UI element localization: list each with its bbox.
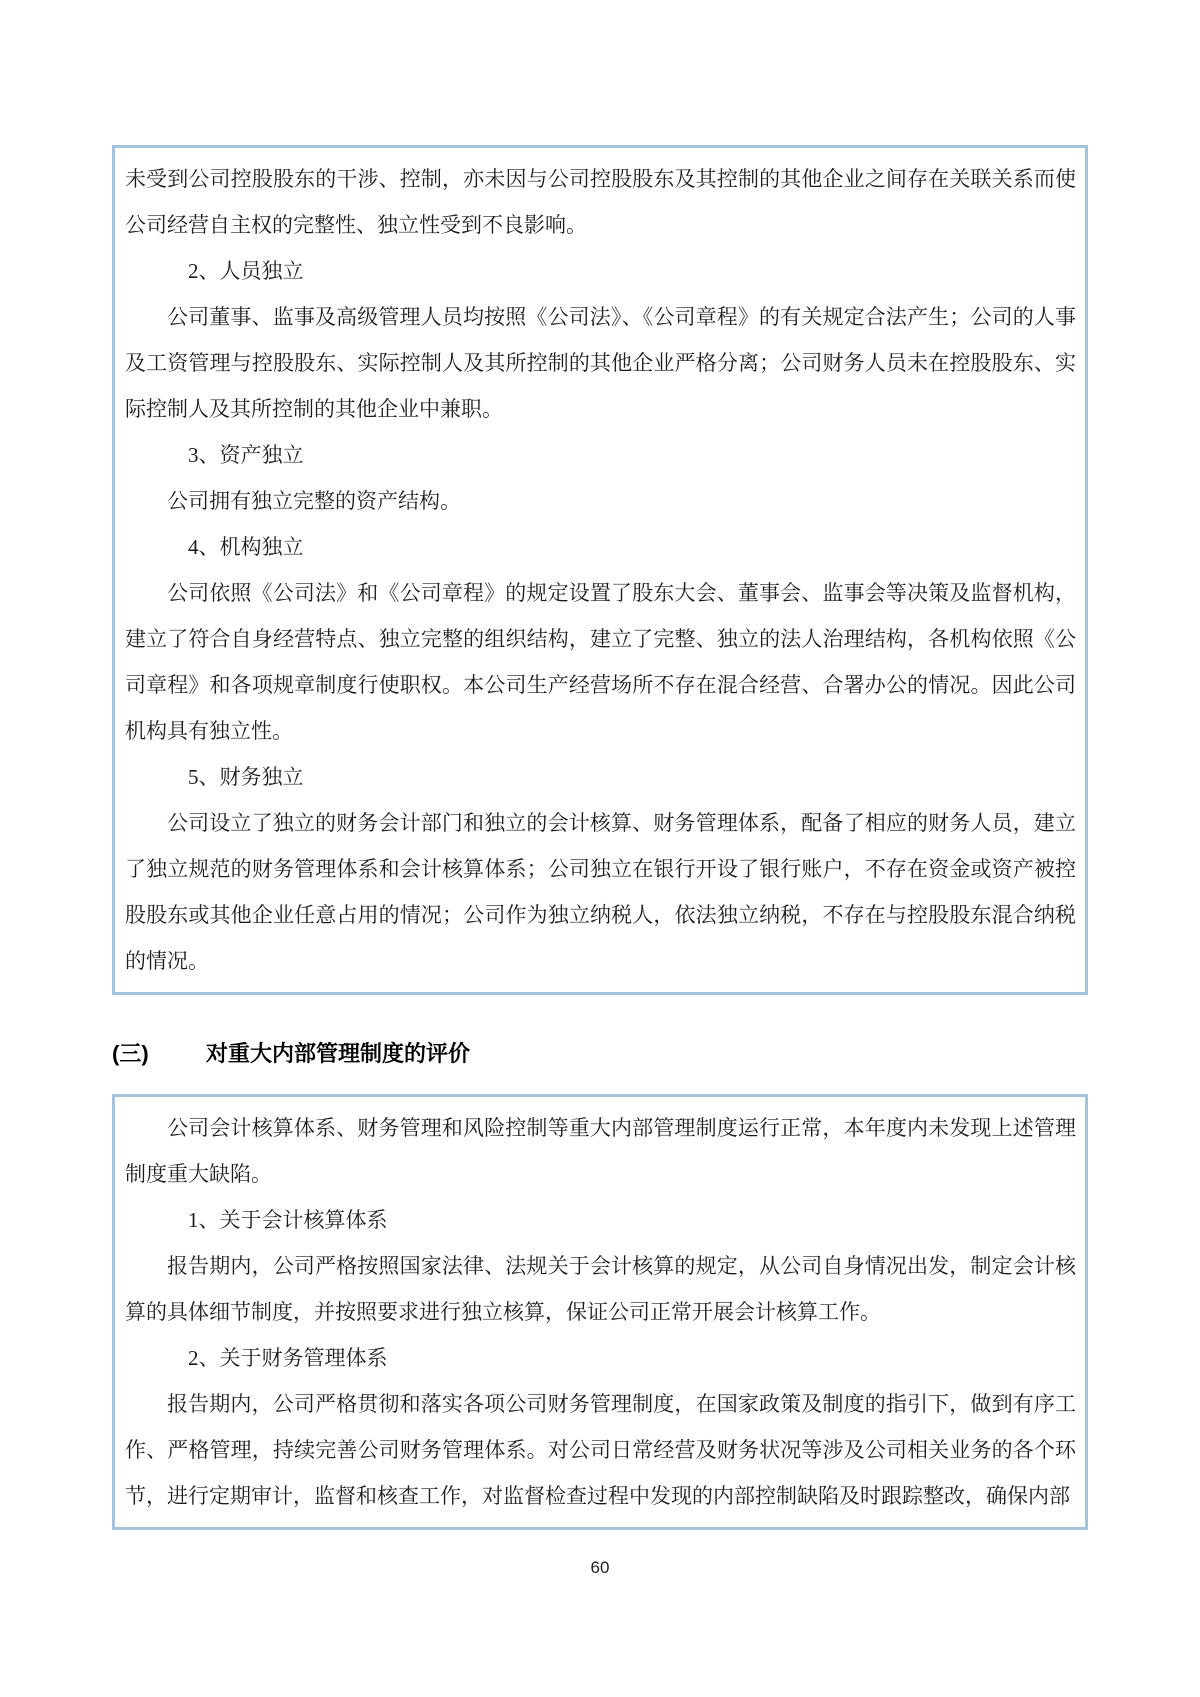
paragraph-personnel-independence: 公司董事、监事及高级管理人员均按照《公司法》、《公司章程》的有关规定合法产生；公司的人事及工资管理与控股股东、实际控制人及其所控制的其他企业严格分离；公司财务人员未在控股股东、实际控制人及其所控制的其他企业中兼职。: [125, 305, 1076, 421]
paragraph-finance-independence: 公司设立了独立的财务会计部门和独立的会计核算、财务管理体系，配备了相应的财务人员，建立了独立规范的财务管理体系和会计核算体系；公司独立在银行开设了银行账户，不存在资金或资产被控股股东或其他企业任意占用的情况；公司作为独立纳税人，依法独立纳税，不存在与控股股东混合纳税的情况。: [125, 811, 1076, 973]
independence-section-box: [112, 145, 1088, 995]
section-heading-numeral: (三): [112, 1041, 149, 1066]
item-heading-personnel-independence: 2、人员独立: [188, 259, 304, 283]
paragraph-continuation: 未受到公司控股股东的干涉、控制，亦未因与公司控股股东及其控制的其他企业之间存在关联关系而使公司经营自主权的完整性、独立性受到不良影响。: [125, 167, 1076, 237]
paragraph-institution-independence: 公司依照《公司法》和《公司章程》的规定设置了股东大会、董事会、监事会等决策及监督机构，建立了符合自身经营特点、独立完整的组织结构，建立了完整、独立的法人治理结构，各机构依照《公司章程》和各项规章制度行使职权。本公司生产经营场所不存在混合经营、合署办公的情况。因此公司机构具有独立性。: [125, 581, 1076, 743]
item-heading-finance-independence: 5、财务独立: [188, 765, 304, 789]
section-heading: [112, 1037, 1088, 1068]
paragraph-accounting-system: 报告期内，公司严格按照国家法律、法规关于会计核算的规定，从公司自身情况出发，制定会计核算的具体细节制度，并按照要求进行独立核算，保证公司正常开展会计核算工作。: [125, 1254, 1076, 1324]
item-heading-accounting-system: 1、关于会计核算体系: [188, 1208, 388, 1232]
internal-control-section-box: [112, 1094, 1088, 1530]
item-heading-asset-independence: 3、资产独立: [188, 443, 304, 467]
page-footer: [112, 1558, 1088, 1578]
page-number: 60: [590, 1558, 610, 1577]
paragraph-internal-control-overview: 公司会计核算体系、财务管理和风险控制等重大内部管理制度运行正常，本年度内未发现上述管理制度重大缺陷。: [125, 1116, 1076, 1186]
document-page: [112, 0, 1088, 1578]
item-heading-financial-management-system: 2、关于财务管理体系: [188, 1346, 388, 1370]
paragraph-asset-independence: 公司拥有独立完整的资产结构。: [167, 489, 461, 513]
section-heading-title: 对重大内部管理制度的评价: [206, 1041, 471, 1066]
paragraph-financial-management-system: 报告期内，公司严格贯彻和落实各项公司财务管理制度，在国家政策及制度的指引下，做到有序工作、严格管理，持续完善公司财务管理体系。对公司日常经营及财务状况等涉及公司相关业务的各个环节，进行定期审计，监督和核查工作，对监督检查过程中发现的内部控制缺陷及时跟踪整改，确保内部: [125, 1392, 1076, 1508]
item-heading-institution-independence: 4、机构独立: [188, 535, 304, 559]
